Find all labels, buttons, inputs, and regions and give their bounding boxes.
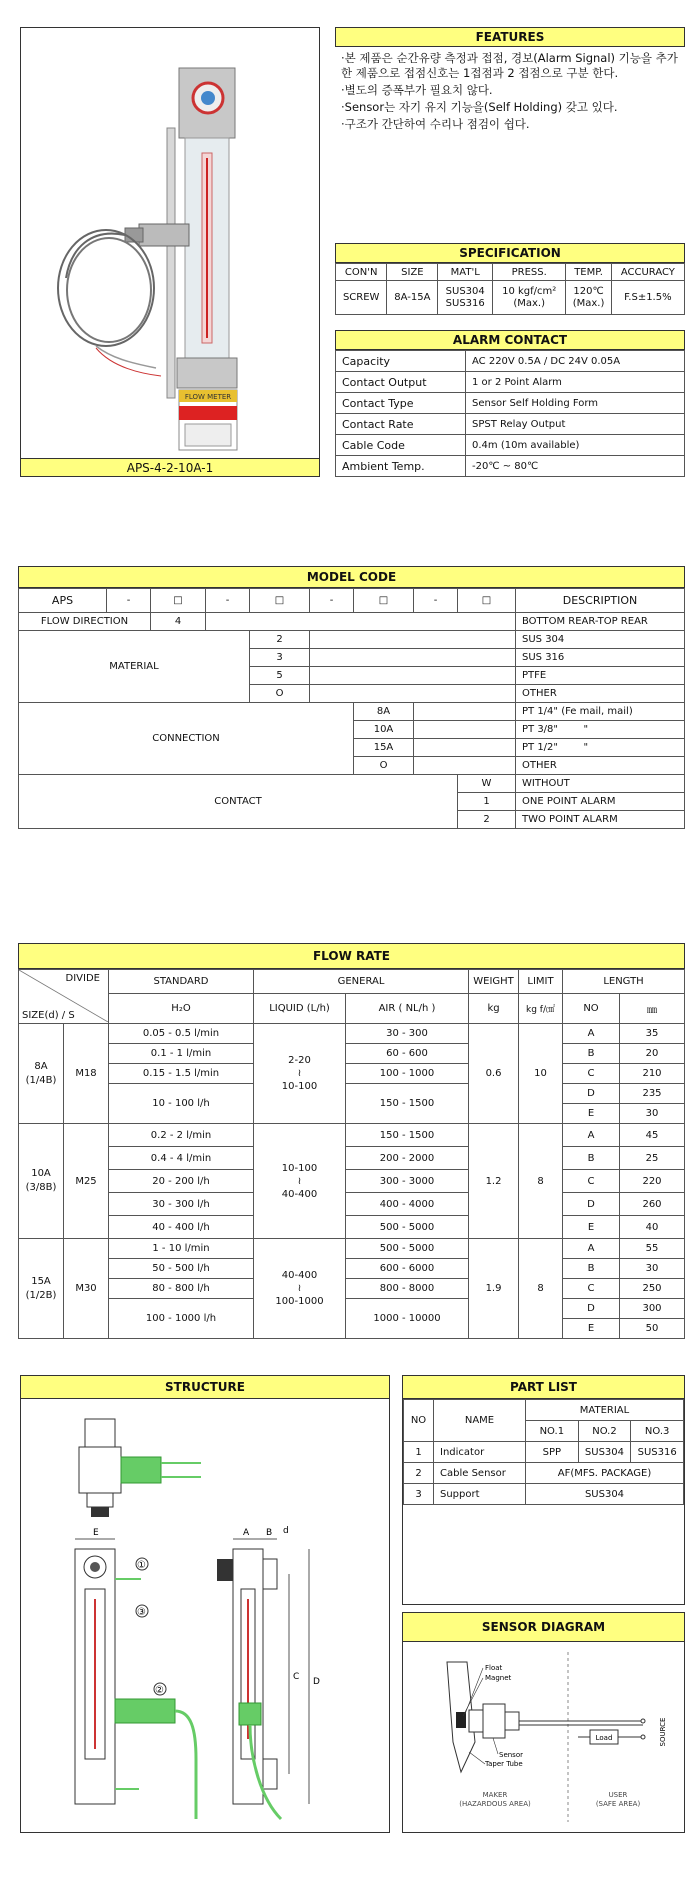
contact-code: 1 bbox=[458, 793, 516, 811]
length-mm: 55 bbox=[620, 1239, 685, 1259]
model-head: - bbox=[310, 589, 354, 613]
flow-meter-illustration bbox=[21, 28, 319, 458]
connection-desc: PT 1/4" (Fe mail, mail) bbox=[516, 703, 685, 721]
part-name: Cable Sensor bbox=[434, 1463, 526, 1484]
size-cell: 10A (3/8B) bbox=[19, 1124, 64, 1239]
alarm-value: AC 220V 0.5A / DC 24V 0.05A bbox=[466, 351, 685, 372]
contact-desc: ONE POINT ALARM bbox=[516, 793, 685, 811]
flow-rate-section bbox=[18, 943, 685, 1339]
length-no: B bbox=[563, 1147, 620, 1170]
part-list-title: PART LIST bbox=[403, 1376, 684, 1399]
part-no: 3 bbox=[404, 1484, 434, 1505]
h2o-cell: 0.4 - 4 l/min bbox=[109, 1147, 254, 1170]
features-title: FEATURES bbox=[335, 27, 685, 47]
s-cell: M25 bbox=[64, 1124, 109, 1239]
model-head: APS bbox=[19, 589, 107, 613]
h2o-cell: 50 - 500 l/h bbox=[109, 1259, 254, 1279]
air-cell: 200 - 2000 bbox=[346, 1147, 469, 1170]
part-material: SPP bbox=[526, 1442, 579, 1463]
air-cell: 30 - 300 bbox=[346, 1024, 469, 1044]
part-name: Indicator bbox=[434, 1442, 526, 1463]
model-head: - bbox=[206, 589, 250, 613]
length-mm: 20 bbox=[620, 1044, 685, 1064]
limit-cell: 8 bbox=[519, 1239, 563, 1339]
part-material: AF(MFS. PACKAGE) bbox=[526, 1463, 684, 1484]
sensor-diagram-title: SENSOR DIAGRAM bbox=[403, 1613, 684, 1642]
flow-direction-label: FLOW DIRECTION bbox=[19, 613, 151, 631]
material-desc: SUS 316 bbox=[516, 649, 685, 667]
model-code-title: MODEL CODE bbox=[18, 566, 685, 588]
air-cell: 800 - 8000 bbox=[346, 1279, 469, 1299]
specification-table bbox=[335, 263, 685, 315]
h2o-header: H₂O bbox=[109, 994, 254, 1024]
size-cell: 15A (1/2B) bbox=[19, 1239, 64, 1339]
material-code: 3 bbox=[250, 649, 310, 667]
h2o-cell: 0.15 - 1.5 l/min bbox=[109, 1064, 254, 1084]
limit-cell: 8 bbox=[519, 1124, 563, 1239]
air-cell: 1000 - 10000 bbox=[346, 1299, 469, 1339]
alarm-label: Contact Rate bbox=[336, 414, 466, 435]
spec-cell: 120℃ (Max.) bbox=[566, 281, 611, 315]
h2o-cell: 1 - 10 l/min bbox=[109, 1239, 254, 1259]
part-no: 2 bbox=[404, 1463, 434, 1484]
length-mm: 300 bbox=[620, 1299, 685, 1319]
alarm-contact-table bbox=[335, 350, 685, 477]
connection-label: CONNECTION bbox=[19, 703, 354, 775]
user-line2: (SAFE AREA) bbox=[595, 1800, 641, 1808]
length-mm: 30 bbox=[620, 1104, 685, 1124]
length-no: A bbox=[563, 1124, 620, 1147]
connection-code: 15A bbox=[354, 739, 414, 757]
mm-header: ㎜ bbox=[620, 994, 685, 1024]
source-label: SOURCE bbox=[659, 1717, 667, 1747]
length-no: B bbox=[563, 1259, 620, 1279]
maker-line1: MAKER bbox=[482, 1791, 508, 1799]
connection-desc: PT 3/8" " bbox=[516, 721, 685, 739]
feature-item: ·구조가 간단하여 수리나 점검이 쉽다. bbox=[341, 117, 530, 131]
contact-desc: WITHOUT bbox=[516, 775, 685, 793]
length-mm: 250 bbox=[620, 1279, 685, 1299]
weight-header: WEIGHT bbox=[469, 970, 519, 994]
model-code-section bbox=[18, 566, 685, 829]
spec-header: TEMP. bbox=[566, 264, 611, 281]
s-cell: M30 bbox=[64, 1239, 109, 1339]
air-cell: 500 - 5000 bbox=[346, 1239, 469, 1259]
weight-cell: 1.2 bbox=[469, 1124, 519, 1239]
material-desc: PTFE bbox=[516, 667, 685, 685]
dim-E: E bbox=[93, 1528, 99, 1538]
h2o-cell: 0.2 - 2 l/min bbox=[109, 1124, 254, 1147]
spec-cell: 10 kgf/cm² (Max.) bbox=[493, 281, 566, 315]
liquid-header: LIQUID (L/h) bbox=[254, 994, 346, 1024]
liquid-cell: 40-400 ≀ 100-1000 bbox=[254, 1239, 346, 1339]
alarm-label: Cable Code bbox=[336, 435, 466, 456]
flow-rate-title: FLOW RATE bbox=[18, 943, 685, 969]
part-no-header: NO bbox=[404, 1400, 434, 1442]
sensor-diagram-section bbox=[402, 1612, 685, 1833]
length-no: C bbox=[563, 1279, 620, 1299]
liquid-cell: 2-20 ≀ 10-100 bbox=[254, 1024, 346, 1124]
no-header: NO bbox=[563, 994, 620, 1024]
length-no: B bbox=[563, 1044, 620, 1064]
model-head: DESCRIPTION bbox=[516, 589, 685, 613]
flow-rate-table bbox=[18, 969, 685, 1339]
length-mm: 235 bbox=[620, 1084, 685, 1104]
connection-code: 8A bbox=[354, 703, 414, 721]
general-header: GENERAL bbox=[254, 970, 469, 994]
air-cell: 150 - 1500 bbox=[346, 1124, 469, 1147]
alarm-value: SPST Relay Output bbox=[466, 414, 685, 435]
user-line1: USER bbox=[608, 1791, 628, 1799]
feature-item: ·본 제품은 순간유량 측정과 접점, 경보(Alarm Signal) 기능을 추가한 제품으로 접점신호는 1접점과 2 접점으로 구분 한다. bbox=[341, 51, 678, 80]
length-no: A bbox=[563, 1239, 620, 1259]
part-list-section bbox=[402, 1375, 685, 1605]
spec-cell: SCREW bbox=[336, 281, 387, 315]
s-cell: M18 bbox=[64, 1024, 109, 1124]
alarm-label: Contact Type bbox=[336, 393, 466, 414]
feature-item: ·별도의 증폭부가 필요치 않다. bbox=[341, 83, 493, 97]
structure-title: STRUCTURE bbox=[21, 1376, 389, 1399]
model-head: □ bbox=[151, 589, 206, 613]
h2o-cell: 80 - 800 l/h bbox=[109, 1279, 254, 1299]
air-cell: 60 - 600 bbox=[346, 1044, 469, 1064]
magnet-label: Magnet bbox=[485, 1674, 512, 1682]
length-no: E bbox=[563, 1319, 620, 1339]
material-desc: SUS 304 bbox=[516, 631, 685, 649]
dim-B: B bbox=[266, 1528, 273, 1538]
length-mm: 25 bbox=[620, 1147, 685, 1170]
model-head: - bbox=[414, 589, 458, 613]
limit-header: LIMIT bbox=[519, 970, 563, 994]
alarm-value: 0.4m (10m available) bbox=[466, 435, 685, 456]
model-head: □ bbox=[458, 589, 516, 613]
length-no: D bbox=[563, 1299, 620, 1319]
model-head: - bbox=[107, 589, 151, 613]
part-name: Support bbox=[434, 1484, 526, 1505]
dim-D: D bbox=[313, 1677, 320, 1687]
h2o-cell: 0.05 - 0.5 l/min bbox=[109, 1024, 254, 1044]
air-cell: 600 - 6000 bbox=[346, 1259, 469, 1279]
alarm-contact-title: ALARM CONTACT bbox=[335, 330, 685, 350]
length-header: LENGTH bbox=[563, 970, 685, 994]
length-mm: 50 bbox=[620, 1319, 685, 1339]
user-label bbox=[596, 1791, 641, 1808]
part-material: SUS304 bbox=[578, 1442, 631, 1463]
length-no: E bbox=[563, 1216, 620, 1239]
taper-tube-label: Taper Tube bbox=[485, 1760, 523, 1768]
load-label: Load bbox=[595, 1734, 613, 1742]
h2o-cell: 40 - 400 l/h bbox=[109, 1216, 254, 1239]
limit-cell: 10 bbox=[519, 1024, 563, 1124]
length-mm: 210 bbox=[620, 1064, 685, 1084]
alarm-label: Ambient Temp. bbox=[336, 456, 466, 477]
h2o-cell: 100 - 1000 l/h bbox=[109, 1299, 254, 1339]
feature-item: ·Sensor는 자기 유지 기능을(Self Holding) 갖고 있다. bbox=[341, 100, 618, 114]
kg-header: kg bbox=[469, 994, 519, 1024]
alarm-label: Capacity bbox=[336, 351, 466, 372]
material-no3-header: NO.3 bbox=[631, 1421, 684, 1442]
material-no1-header: NO.1 bbox=[526, 1421, 579, 1442]
flow-direction-code: 4 bbox=[151, 613, 206, 631]
spec-header: PRESS. bbox=[493, 264, 566, 281]
standard-header: STANDARD bbox=[109, 970, 254, 994]
product-caption: APS-4-2-10A-1 bbox=[21, 458, 319, 476]
weight-cell: 0.6 bbox=[469, 1024, 519, 1124]
alarm-contact-section bbox=[335, 330, 685, 477]
dim-A: A bbox=[243, 1528, 250, 1538]
divide-size-header bbox=[19, 970, 109, 1024]
material-code: O bbox=[250, 685, 310, 703]
model-code-table bbox=[18, 588, 685, 829]
connection-desc: OTHER bbox=[516, 757, 685, 775]
air-cell: 500 - 5000 bbox=[346, 1216, 469, 1239]
alarm-value: -20℃ ~ 80℃ bbox=[466, 456, 685, 477]
length-mm: 40 bbox=[620, 1216, 685, 1239]
air-cell: 400 - 4000 bbox=[346, 1193, 469, 1216]
specification-section bbox=[335, 243, 685, 315]
connection-desc: PT 1/2" " bbox=[516, 739, 685, 757]
size-label: SIZE(d) / S bbox=[22, 1010, 75, 1021]
material-code: 5 bbox=[250, 667, 310, 685]
length-mm: 45 bbox=[620, 1124, 685, 1147]
material-desc: OTHER bbox=[516, 685, 685, 703]
material-no2-header: NO.2 bbox=[578, 1421, 631, 1442]
length-no: C bbox=[563, 1064, 620, 1084]
callout-3: ③ bbox=[137, 1607, 146, 1618]
h2o-cell: 20 - 200 l/h bbox=[109, 1170, 254, 1193]
product-image-panel bbox=[20, 27, 320, 477]
length-mm: 30 bbox=[620, 1259, 685, 1279]
air-cell: 150 - 1500 bbox=[346, 1084, 469, 1124]
nameplate-text: FLOW METER bbox=[184, 393, 232, 401]
dim-d: d bbox=[283, 1526, 289, 1536]
contact-code: W bbox=[458, 775, 516, 793]
float-label: Float bbox=[485, 1664, 503, 1672]
h2o-cell: 30 - 300 l/h bbox=[109, 1193, 254, 1216]
length-no: D bbox=[563, 1193, 620, 1216]
length-no: D bbox=[563, 1084, 620, 1104]
connection-code: O bbox=[354, 757, 414, 775]
alarm-value: Sensor Self Holding Form bbox=[466, 393, 685, 414]
part-material-header: MATERIAL bbox=[526, 1400, 684, 1421]
dim-C: C bbox=[293, 1672, 300, 1682]
sensor-diagram-drawing bbox=[403, 1642, 684, 1834]
material-code: 2 bbox=[250, 631, 310, 649]
connection-code: 10A bbox=[354, 721, 414, 739]
spec-cell: F.S±1.5% bbox=[611, 281, 684, 315]
model-head: □ bbox=[250, 589, 310, 613]
model-head: □ bbox=[354, 589, 414, 613]
maker-line2: (HAZARDOUS AREA) bbox=[459, 1800, 531, 1808]
kgf-header: kg f/㎠ bbox=[519, 994, 563, 1024]
part-material: SUS316 bbox=[631, 1442, 684, 1463]
spec-header: ACCURACY bbox=[611, 264, 684, 281]
alarm-label: Contact Output bbox=[336, 372, 466, 393]
part-material: SUS304 bbox=[526, 1484, 684, 1505]
callout-2: ② bbox=[155, 1685, 164, 1696]
length-no: A bbox=[563, 1024, 620, 1044]
divide-label: DIVIDE bbox=[65, 973, 100, 984]
spec-cell: SUS304 SUS316 bbox=[438, 281, 493, 315]
sensor-label: Sensor bbox=[499, 1751, 523, 1759]
contact-desc: TWO POINT ALARM bbox=[516, 811, 685, 829]
length-no: E bbox=[563, 1104, 620, 1124]
liquid-cell: 10-100 ≀ 40-400 bbox=[254, 1124, 346, 1239]
structure-section bbox=[20, 1375, 390, 1833]
maker-label bbox=[459, 1791, 531, 1808]
air-cell: 100 - 1000 bbox=[346, 1064, 469, 1084]
length-mm: 35 bbox=[620, 1024, 685, 1044]
air-header: AIR ( NL/h ) bbox=[346, 994, 469, 1024]
size-cell: 8A (1/4B) bbox=[19, 1024, 64, 1124]
length-mm: 260 bbox=[620, 1193, 685, 1216]
air-cell: 300 - 3000 bbox=[346, 1170, 469, 1193]
part-list-table bbox=[403, 1399, 684, 1505]
spec-header: CON'N bbox=[336, 264, 387, 281]
alarm-value: 1 or 2 Point Alarm bbox=[466, 372, 685, 393]
h2o-cell: 10 - 100 l/h bbox=[109, 1084, 254, 1124]
material-label: MATERIAL bbox=[19, 631, 250, 703]
contact-code: 2 bbox=[458, 811, 516, 829]
h2o-cell: 0.1 - 1 l/min bbox=[109, 1044, 254, 1064]
part-name-header: NAME bbox=[434, 1400, 526, 1442]
length-no: C bbox=[563, 1170, 620, 1193]
specification-title: SPECIFICATION bbox=[335, 243, 685, 263]
weight-cell: 1.9 bbox=[469, 1239, 519, 1339]
features-section bbox=[335, 27, 685, 138]
contact-label: CONTACT bbox=[19, 775, 458, 829]
length-mm: 220 bbox=[620, 1170, 685, 1193]
structure-drawing bbox=[21, 1399, 389, 1833]
spec-cell: 8A-15A bbox=[387, 281, 438, 315]
part-no: 1 bbox=[404, 1442, 434, 1463]
flow-direction-desc: BOTTOM REAR-TOP REAR bbox=[516, 613, 685, 631]
spec-header: SIZE bbox=[387, 264, 438, 281]
spec-header: MAT'L bbox=[438, 264, 493, 281]
callout-1: ① bbox=[137, 1560, 146, 1571]
